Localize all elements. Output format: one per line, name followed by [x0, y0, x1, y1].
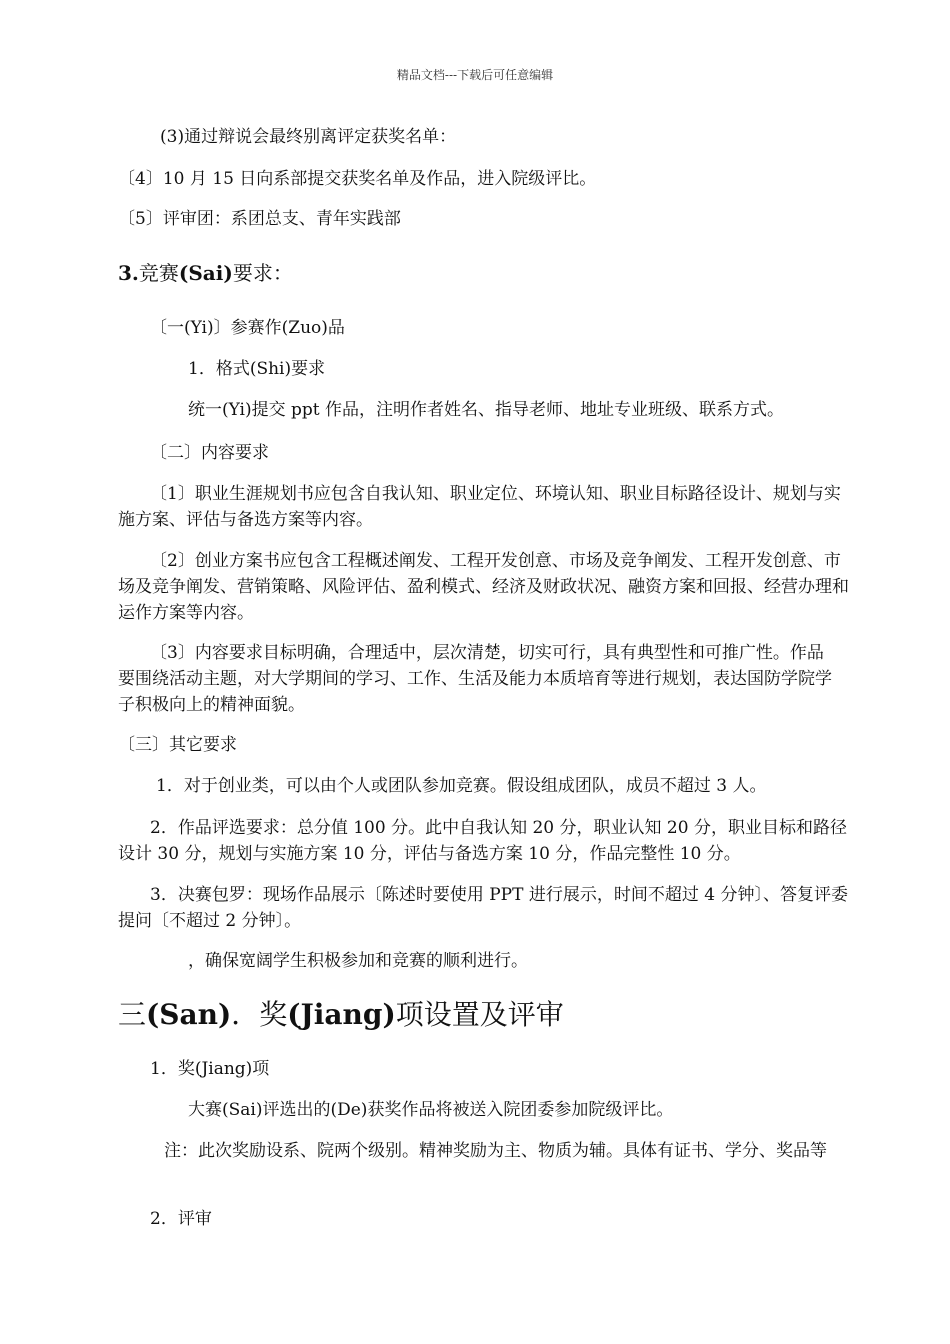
heading-text: 三	[118, 998, 147, 1031]
body-text: 大赛(Sai)评选出的(De)获奖作品将被送入院团委参加院级评比。	[188, 1100, 674, 1120]
paragraph: 〔3〕内容要求目标明确，合理适中，层次清楚，切实可行，具有典型性和可推广性。作品要围绕活动主题，对大学期间的学习、工作、生活及能力本质培育等进行规划，表达国防学院学子积极向上的精神面貌。	[118, 643, 832, 715]
item-title: 1．格式(Shi)要求	[188, 359, 326, 379]
paragraph: 〔1〕职业生涯规划书应包含自我认知、职业定位、环境认知、职业目标路径设计、规划与实施方案、评估与备选方案等内容。	[118, 484, 841, 530]
body-text: 统一(Yi)提交 ppt 作品，注明作者姓名、指导老师、地址专业班级、联系方式。	[188, 400, 785, 420]
heading-text: (Sai)	[178, 261, 233, 285]
heading-text: (Jiang)	[287, 998, 396, 1031]
heading-text: 要求：	[232, 261, 293, 285]
heading-number: 3.	[118, 261, 139, 285]
text-line: 〔4〕10 月 15 日向系部提交获奖名单及作品，进入院级评比。	[118, 169, 597, 189]
heading-text: 竞赛	[138, 261, 179, 285]
heading-text: ．奖	[231, 998, 288, 1031]
section-heading-san	[118, 997, 564, 1033]
subsection-title: 〔二〕内容要求	[150, 443, 269, 463]
page-header: 精品文档---下载后可任意编辑	[396, 68, 554, 82]
text-line: 〔5〕评审团：系团总支、青年实践部	[118, 209, 401, 229]
subsection-title: 〔一(Yi)〕参赛作(Zuo)品	[150, 318, 345, 338]
list-item: 3．决赛包罗：现场作品展示〔陈述时要使用 PPT 进行展示，时间不超过 4 分钟〕、答复评委提问〔不超过 2 分钟〕。	[118, 885, 848, 931]
note-paragraph: 注：此次奖励设系、院两个级别。精神奖励为主、物质为辅。具体有证书、学分、奖品等	[164, 1141, 827, 1161]
subsection-title: 〔三〕其它要求	[118, 735, 237, 755]
item-title: 1．奖(Jiang)项	[150, 1059, 270, 1079]
section-heading-3	[118, 260, 293, 286]
list-item: 2．作品评选要求：总分值 100 分。此中自我认知 20 分，职业认知 20 分，职业目标和路径设计 30 分，规划与实施方案 10 分，评估与备选方案 10 分，作品完整性 10 分。	[118, 818, 847, 864]
list-item: 1．对于创业类，可以由个人或团队参加竞赛。假设组成团队，成员不超过 3 人。	[156, 776, 767, 796]
heading-text: 项设置及评审	[395, 998, 564, 1031]
text-line: (3)通过辩说会最终别离评定获奖名单：	[160, 127, 457, 147]
paragraph: 〔2〕创业方案书应包含工程概述阐发、工程开发创意、市场及竞争阐发、工程开发创意、市场及竞争阐发、营销策略、风险评估、盈利模式、经济及财政状况、融资方案和回报、经营办理和运作方案等内容。	[118, 551, 849, 623]
heading-text: (San)	[146, 998, 232, 1031]
item-title: 2．评审	[150, 1209, 212, 1229]
body-text: ，确保宽阔学生积极参加和竞赛的顺利进行。	[188, 951, 528, 971]
